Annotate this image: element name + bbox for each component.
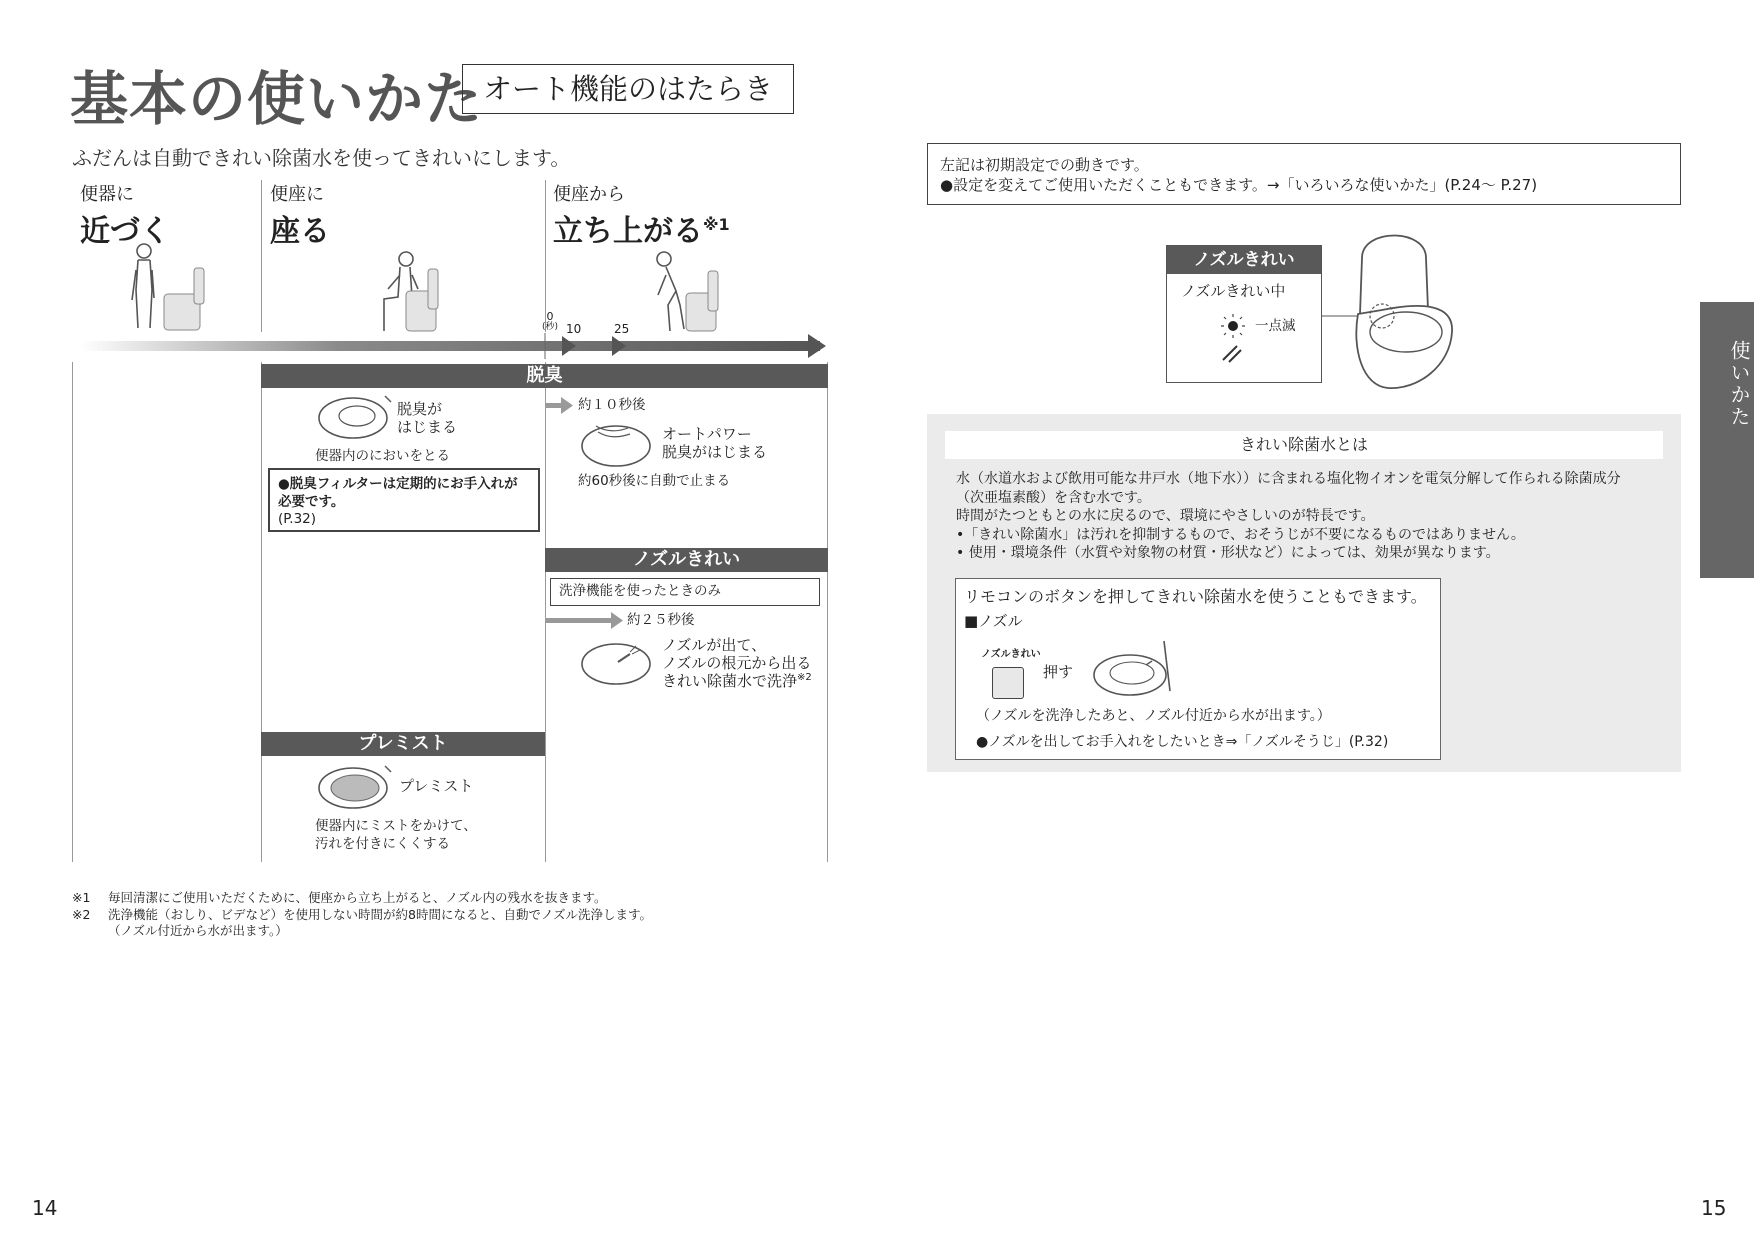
body-line: 水（水道水および飲用可能な井戸水（地下水））に含まれる塩化物イオンを電気分解して作られる除菌成分 — [956, 471, 1621, 487]
body-line: •「きれい除菌水」は汚れを抑制するもので、おそうじが不要になるものではありません。 — [956, 526, 1525, 543]
frame-line — [72, 362, 73, 862]
arrow-right-icon — [545, 396, 575, 416]
body-line: 時間がたつともとの水に戻るので、環境にやさしいのが特長です。 — [956, 508, 1375, 525]
filter-note-ref: (P.32) — [278, 511, 317, 528]
nozzle-band: ノズルきれい — [545, 548, 828, 572]
nozzle-indicator-panel — [1166, 245, 1322, 383]
premist-band: プレミスト — [261, 732, 545, 756]
filter-note: ●脱臭フィルターは定期的にお手入れが 必要です。 — [278, 476, 518, 510]
toilet-seat-icon — [1086, 639, 1181, 703]
panel-blink-label: 一点滅 — [1255, 318, 1296, 334]
person-standing-up-figure — [650, 245, 720, 333]
page-title: 基本の使いかた — [70, 65, 484, 133]
nozzle-after25: 約２５秒後 — [627, 612, 695, 628]
body-line: • 使用・環境条件（水質や対象物の材質・形状など）によっては、効果が異なります。 — [956, 545, 1500, 562]
footnotes — [72, 890, 652, 940]
arrow-right-icon — [545, 611, 625, 631]
clean-water-body — [956, 470, 1666, 563]
info-line-1: 左記は初期設定での動きです。 — [940, 156, 1149, 174]
page-number-right: 15 — [1701, 1196, 1727, 1220]
step-stand — [553, 180, 730, 250]
deodorize-stop: 約60秒後に自動で止まる — [578, 473, 731, 489]
person-approaching-figure — [120, 240, 210, 332]
nozzle-spray-icon — [578, 636, 658, 688]
premist-label: プレミスト — [399, 777, 474, 795]
remote-sub: ■ノズル — [964, 612, 1023, 631]
body-line: （次亜塩素酸）を含む水です。 — [956, 489, 1151, 506]
section-side-tab[interactable]: 使いかた — [1700, 302, 1754, 578]
step-small-label: 便器に — [80, 184, 134, 205]
premist-caption: 便器内にミストをかけて、 汚れを付きにくくする — [315, 818, 477, 852]
footnote-2: ※2 洗浄機能（おしり、ビデなど）を使用しない時間が約8時間になると、自動でノズル洗浄します。 — [72, 906, 652, 922]
remote-button-label: ノズルきれい — [981, 649, 1041, 660]
clean-water-title: きれい除菌水とは — [945, 431, 1663, 459]
step-big-label: 立ち上がる — [553, 214, 703, 249]
remote-title: リモコンのボタンを押してきれい除菌水を使うこともできます。 — [964, 587, 1427, 606]
step-big-label: 座る — [270, 214, 330, 249]
toilet-bowl-icon — [315, 392, 395, 444]
info-line-2: ●設定を変えてご使用いただくこともできます。→「いろいろな使いかた」(P.24～ P.27) — [940, 176, 1538, 194]
nozzle-condition: 洗浄機能を使ったときのみ — [559, 583, 721, 599]
page-number-left: 14 — [32, 1196, 58, 1220]
footnote-1: ※1 毎回清潔にご使用いただくために、便座から立ち上がると、ノズル内の残水を抜きます。 — [72, 890, 607, 905]
remote-box — [955, 578, 1441, 760]
timeline-tick-0: 0 (秒) — [542, 310, 559, 333]
step-big-label: 近づく — [80, 214, 170, 249]
timeline-arrow — [80, 333, 830, 359]
frame-line — [827, 362, 828, 862]
intro-text: ふだんは自動できれい除菌水を使ってきれいにします。 — [72, 146, 571, 170]
step-small-label: 便座に — [270, 184, 324, 205]
footnote-2-cont: （ノズル付近から水が出ます。） — [108, 923, 288, 938]
panel-title: ノズルきれい — [1167, 246, 1321, 274]
info-box — [927, 143, 1681, 205]
deodorize-after10: 約１０秒後 — [578, 397, 646, 413]
step-divider — [545, 180, 546, 332]
deodorize-caption: 便器内のにおいをとる — [315, 448, 450, 464]
nozzle-desc: ノズルが出て、 ノズルの根元から出る きれい除菌水で洗浄$^{※2}$ — [662, 636, 812, 690]
frame-line — [261, 362, 262, 862]
deodorize-start-label: 脱臭が はじまる — [397, 400, 458, 436]
panel-status: ノズルきれい中 — [1181, 282, 1286, 300]
timeline-tick-10: 10 — [566, 322, 582, 336]
step-sit — [270, 180, 330, 250]
toilet-with-lid-figure — [1322, 228, 1472, 398]
section-subtitle: オート機能のはたらき — [462, 64, 794, 114]
step-small-label: 便座から — [553, 184, 625, 205]
timeline-tick-25: 25 — [614, 322, 630, 336]
mist-bowl-icon — [315, 760, 395, 812]
person-sitting-figure — [370, 245, 440, 333]
remote-note: （ノズルを洗浄したあと、ノズル付近から水が出ます。） — [976, 708, 1331, 724]
nozzle-condition-box — [550, 578, 820, 606]
remote-press: 押す — [1043, 663, 1074, 681]
nozzle-clean-button-icon — [992, 667, 1024, 699]
toilet-bowl-icon — [578, 418, 658, 470]
footnote-mark: ※1 — [703, 215, 730, 234]
step-divider — [261, 180, 262, 332]
filter-note-box — [268, 468, 540, 532]
remote-ref: ●ノズルを出してお手入れをしたいとき⇒「ノズルそうじ」(P.32) — [976, 734, 1389, 750]
auto-power-label: オートパワー 脱臭がはじまる — [662, 425, 768, 461]
deodorize-band: 脱臭 — [261, 364, 828, 388]
